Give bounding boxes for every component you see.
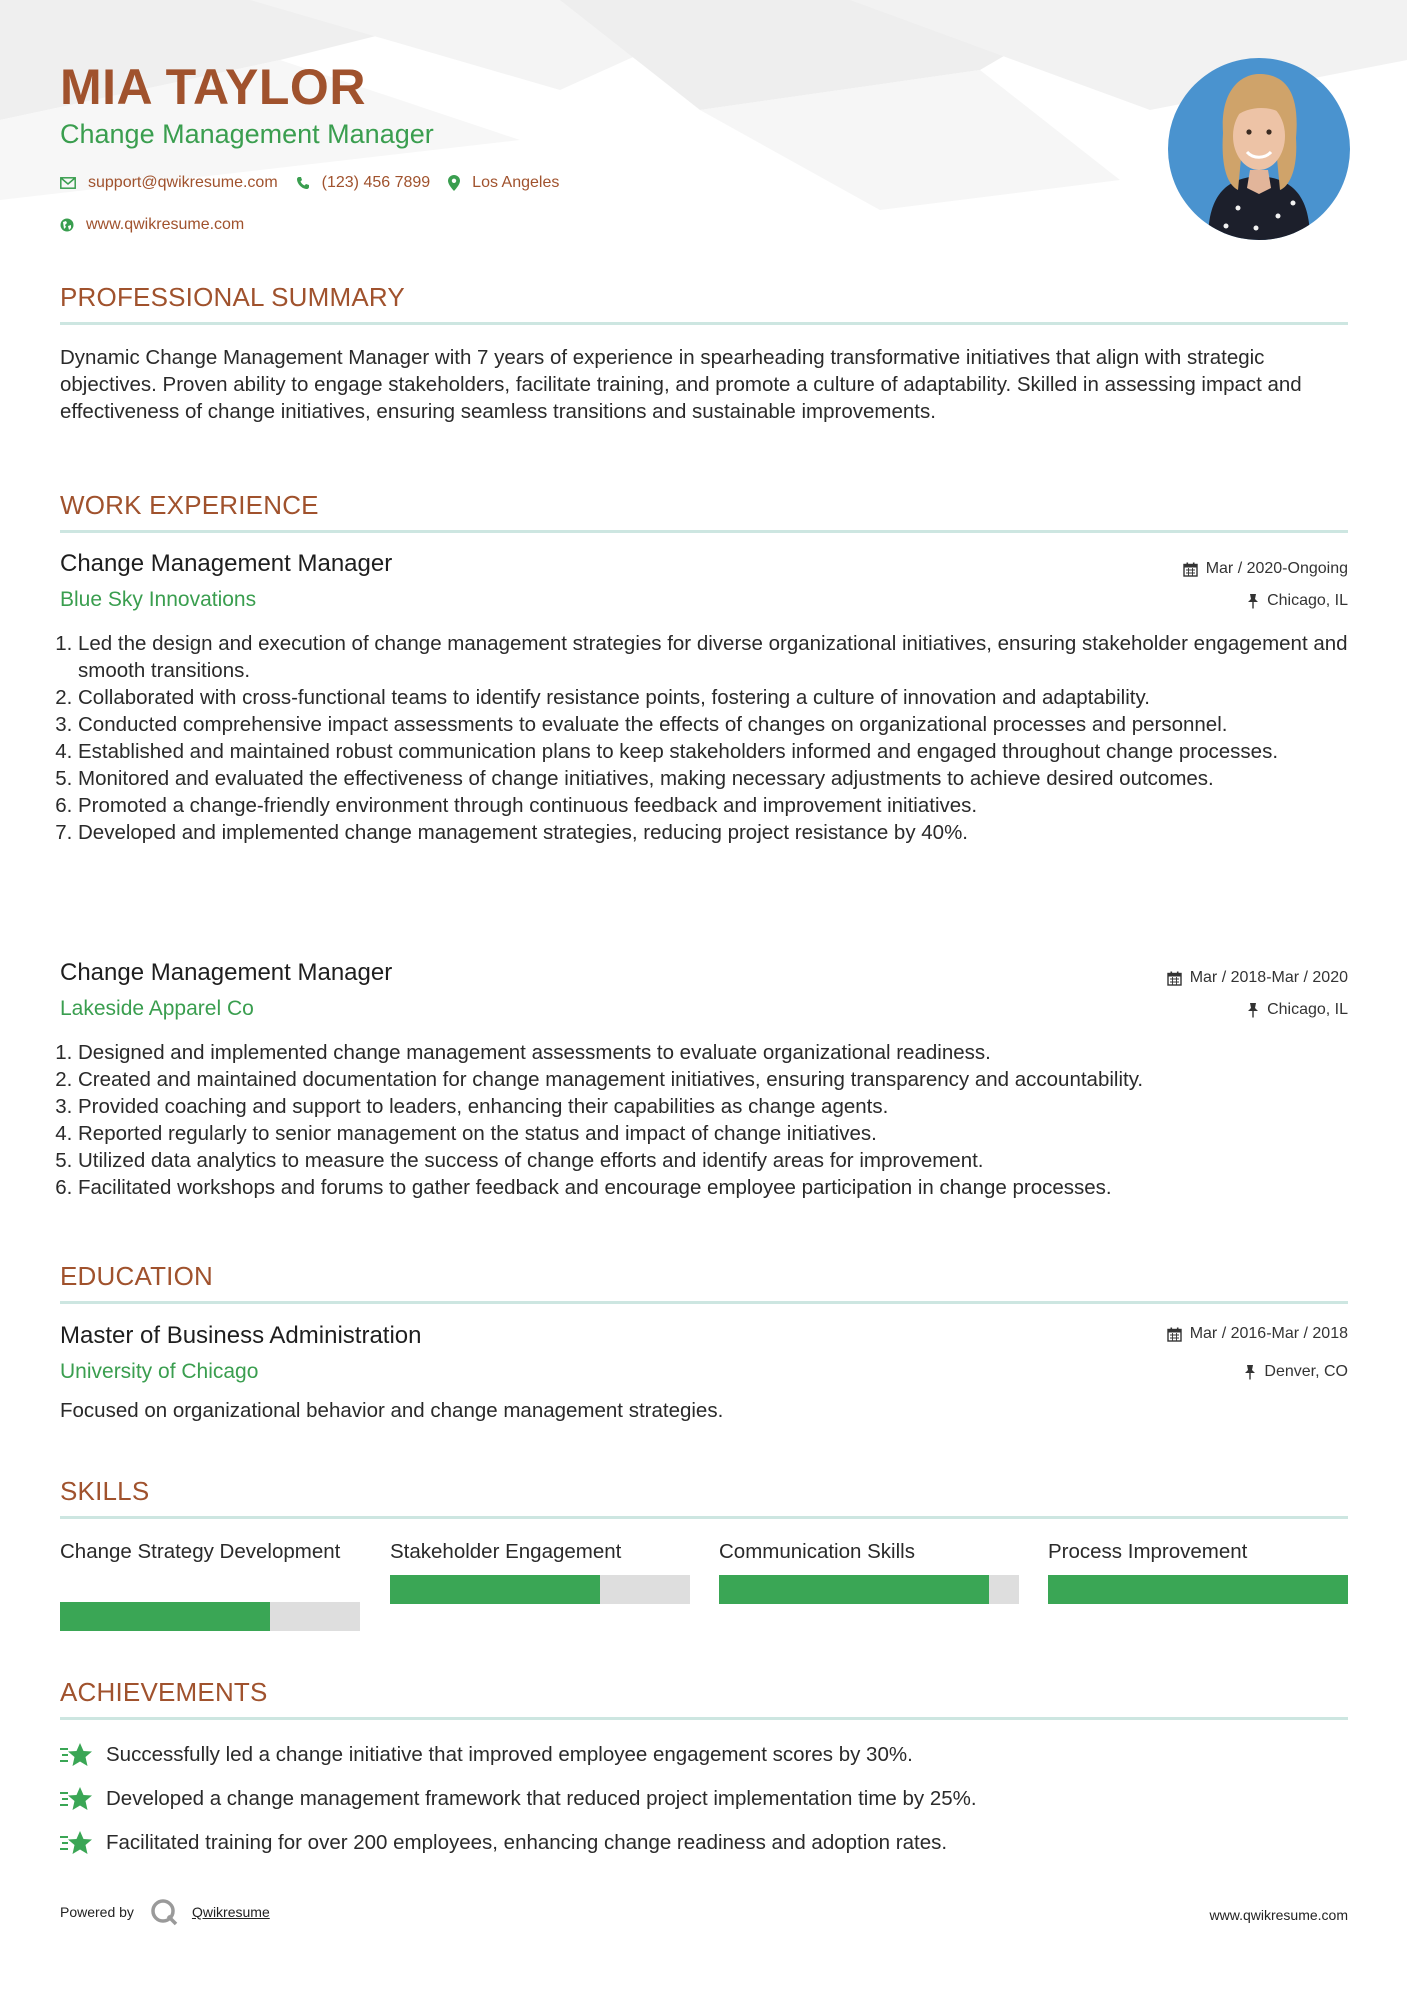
portrait-image: [1168, 58, 1350, 240]
list-item: 6. Facilitated workshops and forums to gather feedback and encourage employee participation in change processes.: [78, 1174, 1366, 1201]
job-2-dates-text: Mar / 2018-Mar / 2020: [1189, 969, 1348, 986]
job-1-bullets: [60, 630, 1366, 846]
list-item: 4. Established and maintained robust communication plans to keep stakeholders informed and engaged throughout change processes.: [78, 738, 1366, 765]
list-item: 4. Reported regularly to senior management on the status and impact of change initiatives.: [78, 1120, 1366, 1147]
achievement-text: Facilitated training for over 200 employees, enhancing change readiness and adoption rates.: [106, 1831, 948, 1854]
skill-change-strategy: [60, 1538, 360, 1565]
powered-by-label: Powered by: [60, 1904, 134, 1920]
education-heading: EDUCATION: [60, 1261, 213, 1291]
pushpin-icon: [1247, 1002, 1259, 1018]
experience-divider: [60, 530, 1348, 533]
candidate-title: Change Management Manager: [60, 119, 434, 149]
job-1-company: Blue Sky Innovations: [60, 588, 257, 611]
skill-label: Process Improvement: [1048, 1540, 1248, 1563]
calendar-icon: [1183, 562, 1198, 577]
skill-bar-track: [719, 1575, 1019, 1604]
achievements-divider: [60, 1717, 1348, 1720]
summary-heading: PROFESSIONAL SUMMARY: [60, 282, 405, 312]
job-2-company: Lakeside Apparel Co: [60, 997, 254, 1020]
skill-label: Stakeholder Engagement: [390, 1540, 622, 1563]
contact-row-1: [60, 174, 577, 192]
list-item: 2. Collaborated with cross-functional teams to identify resistance points, fostering a culture of innovation and adaptability.: [78, 684, 1366, 711]
job-1-location: [1247, 592, 1348, 610]
job-2-dates: [1167, 969, 1348, 987]
email-text: support@qwikresume.com: [88, 174, 278, 191]
pushpin-icon: [1247, 593, 1259, 609]
star-icon: [60, 1785, 94, 1813]
footer-powered-by: [60, 1898, 270, 1926]
calendar-icon: [1167, 1327, 1182, 1342]
summary-divider: [60, 322, 1348, 325]
skills-heading: SKILLS: [60, 1476, 150, 1506]
education-degree: Master of Business Administration: [60, 1322, 422, 1349]
education-description: Focused on organizational behavior and change management strategies.: [60, 1399, 724, 1422]
education-school: University of Chicago: [60, 1360, 259, 1383]
map-pin-icon: [448, 175, 460, 191]
list-item: 3. Conducted comprehensive impact assessments to evaluate the effects of changes on organizational processes and personnel.: [78, 711, 1366, 738]
skill-bar-track: [60, 1602, 360, 1631]
envelope-icon: [60, 177, 76, 189]
list-item: 2. Created and maintained documentation for change management initiatives, ensuring transparency and accountability.: [78, 1066, 1366, 1093]
list-item: 7. Developed and implemented change management strategies, reducing project resistance by 40%.: [78, 819, 1366, 846]
list-item: 1. Led the design and execution of change management strategies for diverse organizational initiatives, ensuring stakeholder engagement and smooth transitions.: [78, 630, 1366, 684]
contact-website[interactable]: [60, 216, 244, 234]
star-icon: [60, 1829, 94, 1857]
list-item: 5. Monitored and evaluated the effectiveness of change initiatives, making necessary adjustments to achieve desired outcomes.: [78, 765, 1366, 792]
website-text: www.qwikresume.com: [86, 216, 245, 233]
qwikresume-logo-icon: [150, 1898, 178, 1926]
footer-website[interactable]: www.qwikresume.com: [1209, 1907, 1348, 1923]
skill-bar-fill: [1048, 1575, 1348, 1604]
job-1-dates: [1183, 560, 1348, 578]
summary-text: Dynamic Change Management Manager with 7 years of experience in spearheading transformative initiatives that align with strategic objectives. Proven ability to engage stakeholders, facilitate training, and promote a culture of adaptability. Skilled in assessing impact and effectiveness of change initiatives, ensuring seamless transitions and sustainable improvements.: [60, 346, 1302, 423]
location-text: Los Angeles: [472, 174, 560, 191]
experience-heading: WORK EXPERIENCE: [60, 490, 319, 520]
profile-photo: [1168, 58, 1350, 240]
job-2-location: [1247, 1001, 1348, 1019]
contact-email[interactable]: [60, 174, 278, 192]
skill-bar-fill: [719, 1575, 989, 1604]
education-location-text: Denver, CO: [1264, 1363, 1348, 1380]
contact-phone[interactable]: [296, 174, 431, 192]
skill-communication: [719, 1538, 1019, 1565]
achievement-text: Successfully led a change initiative that improved employee engagement scores by 30%.: [106, 1743, 913, 1766]
candidate-name: MIA TAYLOR: [60, 59, 366, 115]
contact-location: [448, 174, 559, 192]
job-2-location-text: Chicago, IL: [1267, 1001, 1348, 1018]
skill-bar-fill: [60, 1602, 270, 1631]
achievement-item: [60, 1785, 977, 1813]
education-dates: [1167, 1325, 1348, 1343]
skill-label: Change Strategy Development: [60, 1540, 341, 1563]
job-1-dates-text: Mar / 2020-Ongoing: [1205, 560, 1348, 577]
phone-text: (123) 456 7899: [321, 174, 431, 191]
skill-bar-track: [1048, 1575, 1348, 1604]
qwikresume-link[interactable]: Qwikresume: [191, 1904, 270, 1920]
job-2-title: Change Management Manager: [60, 959, 393, 986]
education-location: [1244, 1363, 1348, 1381]
skills-divider: [60, 1516, 1348, 1519]
pushpin-icon: [1244, 1364, 1256, 1380]
achievement-item: [60, 1741, 913, 1769]
list-item: 1. Designed and implemented change management assessments to evaluate organizational readiness.: [78, 1039, 1366, 1066]
skill-bar-track: [390, 1575, 690, 1604]
education-dates-text: Mar / 2016-Mar / 2018: [1189, 1325, 1348, 1342]
star-icon: [60, 1741, 94, 1769]
globe-icon: [60, 218, 74, 232]
skill-label: Communication Skills: [719, 1540, 915, 1563]
job-1-location-text: Chicago, IL: [1267, 592, 1348, 609]
job-1-title: Change Management Manager: [60, 550, 393, 577]
achievement-item: [60, 1829, 947, 1857]
list-item: 6. Promoted a change-friendly environment through continuous feedback and improvement initiatives.: [78, 792, 1366, 819]
phone-icon: [296, 176, 310, 190]
list-item: 3. Provided coaching and support to leaders, enhancing their capabilities as change agents.: [78, 1093, 1366, 1120]
education-divider: [60, 1301, 1348, 1304]
list-item: 5. Utilized data analytics to measure the success of change efforts and identify areas for improvement.: [78, 1147, 1366, 1174]
skill-bar-fill: [390, 1575, 600, 1604]
job-2-bullets: [60, 1039, 1366, 1201]
contact-row-2: [60, 216, 262, 234]
skill-process-improvement: [1048, 1538, 1348, 1565]
calendar-icon: [1167, 971, 1182, 986]
achievements-heading: ACHIEVEMENTS: [60, 1677, 268, 1707]
achievement-text: Developed a change management framework that reduced project implementation time by 25%.: [106, 1787, 977, 1810]
skill-stakeholder-engagement: [390, 1538, 690, 1565]
